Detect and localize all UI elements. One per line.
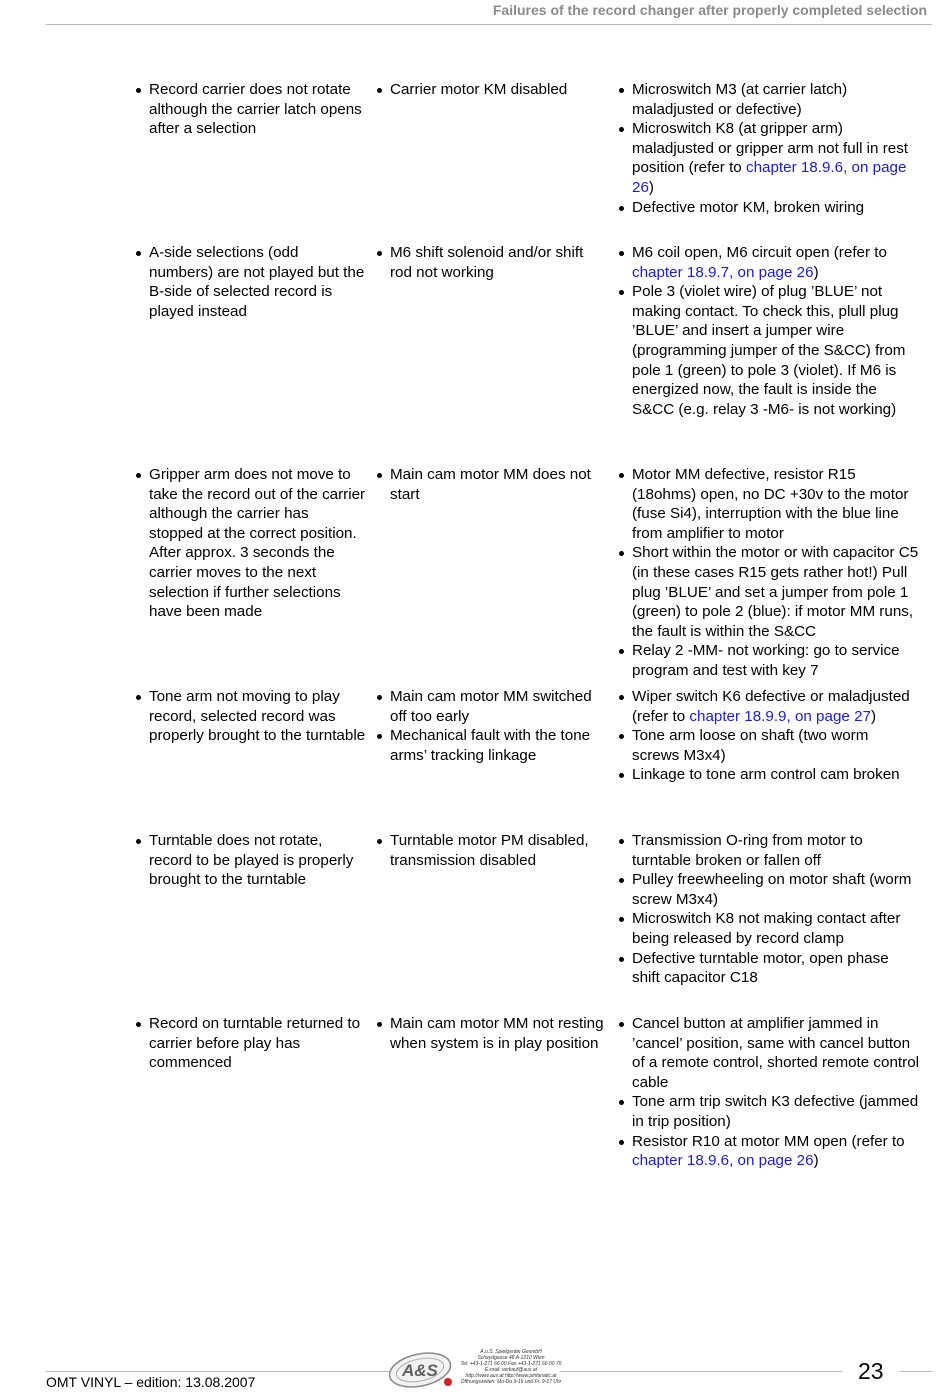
- list-item: [613, 765, 919, 785]
- list-item: [613, 1092, 919, 1131]
- remedy-column: [613, 80, 919, 217]
- company-logo: [388, 1350, 458, 1390]
- list-item: [613, 243, 919, 282]
- symptom-text: Record carrier does not rotate although the carrier latch opens after a selection: [149, 81, 362, 138]
- symptom-column: [130, 1014, 366, 1073]
- svg-text:A&S: A&S: [402, 1361, 438, 1380]
- remedy-text: Microswitch K8 not making contact after being released by record clamp: [632, 910, 901, 947]
- symptom-column: [130, 687, 366, 746]
- list-item: [130, 465, 366, 622]
- remedy-text: Defective turntable motor, open phase shift capacitor C18: [632, 949, 889, 987]
- remedy-text: Relay 2 -MM- not working: go to service program and test with key 7: [632, 642, 900, 679]
- remedy-column: [613, 1014, 919, 1171]
- cause-column: [371, 1014, 607, 1053]
- remedy-column: [613, 465, 919, 681]
- chapter-link[interactable]: chapter 18.9.6, on page 26: [632, 1152, 814, 1170]
- logo-graphic: [388, 1350, 458, 1390]
- list-item: [371, 80, 607, 100]
- cause-column: [371, 243, 607, 282]
- list-item: [371, 465, 607, 504]
- list-item: [130, 1014, 366, 1073]
- list-item: [130, 687, 366, 746]
- remedy-column: [613, 243, 919, 419]
- list-item: [371, 1014, 607, 1053]
- symptom-column: [130, 831, 366, 890]
- page-number: 23: [858, 1358, 884, 1384]
- address-line: http://www.aus.at http://www.pinfanatic.at: [465, 1373, 557, 1380]
- footer-divider: [900, 1371, 932, 1372]
- cause-column: [371, 80, 607, 100]
- list-item: [130, 243, 366, 321]
- address-line: Tel. +43-1-271 66 00 Fax.+43-1-271 66 00 75: [460, 1361, 562, 1368]
- remedy-column: [613, 831, 919, 988]
- symptom-text: A-side selections (odd numbers) are not played but the B-side of selected record is played instead: [149, 244, 365, 320]
- list-item: [371, 243, 607, 282]
- header-divider: [46, 24, 932, 25]
- list-item: [613, 198, 919, 218]
- remedy-text: Tone arm trip switch K3 defective (jammed in trip position): [632, 1093, 919, 1130]
- chapter-link[interactable]: chapter 18.9.7, on page 26: [632, 263, 814, 281]
- cause-column: [371, 687, 607, 765]
- cause-text: Carrier motor KM disabled: [390, 81, 568, 98]
- symptom-text: Turntable does not rotate, record to be played is properly brought to the turntable: [149, 832, 354, 889]
- address-line: A.u.S. Spielgeräte GesmbH: [480, 1349, 542, 1355]
- chapter-link[interactable]: chapter 18.9.9, on page 27: [689, 707, 871, 725]
- remedy-text: Short within the motor or with capacitor C5 (in these cases R15 gets rather hot!) Pull plug ’BLUE’ and set a jumper from pole 1 (green) to pole 2 (blue): if motor MM runs, the fault is within the S&CC: [632, 544, 919, 640]
- list-item: [613, 1132, 919, 1171]
- edition-text: OMT VINYL – edition: 13.08.2007: [46, 1374, 256, 1390]
- list-item: [371, 726, 607, 765]
- remedy-text: Linkage to tone arm control cam broken: [632, 766, 900, 784]
- list-item: [613, 641, 919, 680]
- list-item: [613, 80, 919, 119]
- remedy-text-end: ): [813, 263, 819, 281]
- remedy-text-end: ): [813, 1152, 819, 1170]
- list-item: [613, 909, 919, 948]
- address-line: Scheydgasse 48 A-1210 Wien: [477, 1355, 545, 1362]
- address-line: Öffnungszeiten: Mo-Do 9-16 und Fr. 9-17 Uhr: [460, 1379, 562, 1386]
- remedy-text: Tone arm loose on shaft (two worm screws M3x4): [632, 727, 869, 764]
- list-item: [371, 687, 607, 726]
- list-item: [130, 80, 366, 139]
- footer-divider: [560, 1371, 842, 1372]
- list-item: [613, 949, 919, 988]
- symptom-text: Gripper arm does not move to take the record out of the carrier although the carrier has stopped at the correct position. After approx. 3 seconds the carrier moves to the next selection if further selections have been made: [149, 466, 366, 621]
- remedy-text: Defective motor KM, broken wiring: [632, 198, 865, 216]
- remedy-text-end: ): [648, 178, 654, 196]
- list-item: [613, 1014, 919, 1092]
- cause-text: Turntable motor PM disabled, transmission disabled: [390, 832, 589, 869]
- company-address: [452, 1349, 570, 1386]
- header-title: Failures of the record changer after properly completed selection: [492, 2, 927, 18]
- cause-text: Mechanical fault with the tone arms’ tracking linkage: [390, 727, 591, 764]
- symptom-text: Tone arm not moving to play record, selected record was properly brought to the turntable: [149, 688, 366, 745]
- cause-text: Main cam motor MM does not start: [390, 466, 591, 503]
- list-item: [613, 831, 919, 870]
- list-item: [613, 465, 919, 543]
- remedy-text: Wiper switch K6 defective or maladjusted (refer to: [632, 688, 910, 725]
- remedy-text: M6 coil open, M6 circuit open (refer to: [632, 244, 887, 261]
- list-item: [613, 282, 919, 419]
- cause-text: M6 shift solenoid and/or shift rod not working: [390, 244, 584, 281]
- address-line: E-mail: verkauf@aus.at: [484, 1367, 538, 1374]
- symptom-column: [130, 243, 366, 321]
- cause-text: Main cam motor MM not resting when system is in play position: [390, 1015, 604, 1052]
- symptom-text: Record on turntable returned to carrier before play has commenced: [149, 1015, 361, 1072]
- list-item: [613, 119, 919, 197]
- list-item: [613, 687, 919, 726]
- chapter-link[interactable]: chapter 18.9.6, on page 26: [632, 159, 907, 196]
- remedy-text: Pole 3 (violet wire) of plug ’BLUE’ not making contact. To check this, plull plug ’BLUE’ and insert a jumper wire (programming jumper of the S&CC) from pole 1 (green) to pole 3 (violet). If M6 is energized now, the fault is inside the S&CC (e.g. relay 3 -M6- is not working): [632, 283, 906, 418]
- list-item: [130, 831, 366, 890]
- list-item: [613, 543, 919, 641]
- list-item: [613, 870, 919, 909]
- remedy-text: Cancel button at amplifier jammed in ’cancel’ position, same with cancel button of a remote control, shorted remote control cable: [632, 1015, 920, 1091]
- footer-divider: [46, 1371, 390, 1372]
- remedy-text: Microswitch M3 (at carrier latch) maladjusted or defective): [632, 81, 848, 118]
- cause-column: [371, 465, 607, 504]
- remedy-text: Microswitch K8 (at gripper arm) maladjusted or gripper arm not full in rest position (refer to: [632, 120, 909, 177]
- list-item: [613, 726, 919, 765]
- cause-column: [371, 831, 607, 870]
- list-item: [371, 831, 607, 870]
- remedy-text: Motor MM defective, resistor R15 (18ohms) open, no DC +30v to the motor (fuse Si4), interruption with the blue line from amplifier to motor: [632, 466, 909, 542]
- cause-text: Main cam motor MM switched off too early: [390, 688, 592, 725]
- symptom-column: [130, 465, 366, 622]
- remedy-column: [613, 687, 919, 785]
- remedy-text: Transmission O-ring from motor to turntable broken or fallen off: [632, 832, 863, 869]
- remedy-text: Pulley freewheeling on motor shaft (worm screw M3x4): [632, 871, 912, 908]
- remedy-text: Resistor R10 at motor MM open (refer to: [632, 1132, 905, 1150]
- symptom-column: [130, 80, 366, 139]
- remedy-text-end: ): [870, 707, 877, 725]
